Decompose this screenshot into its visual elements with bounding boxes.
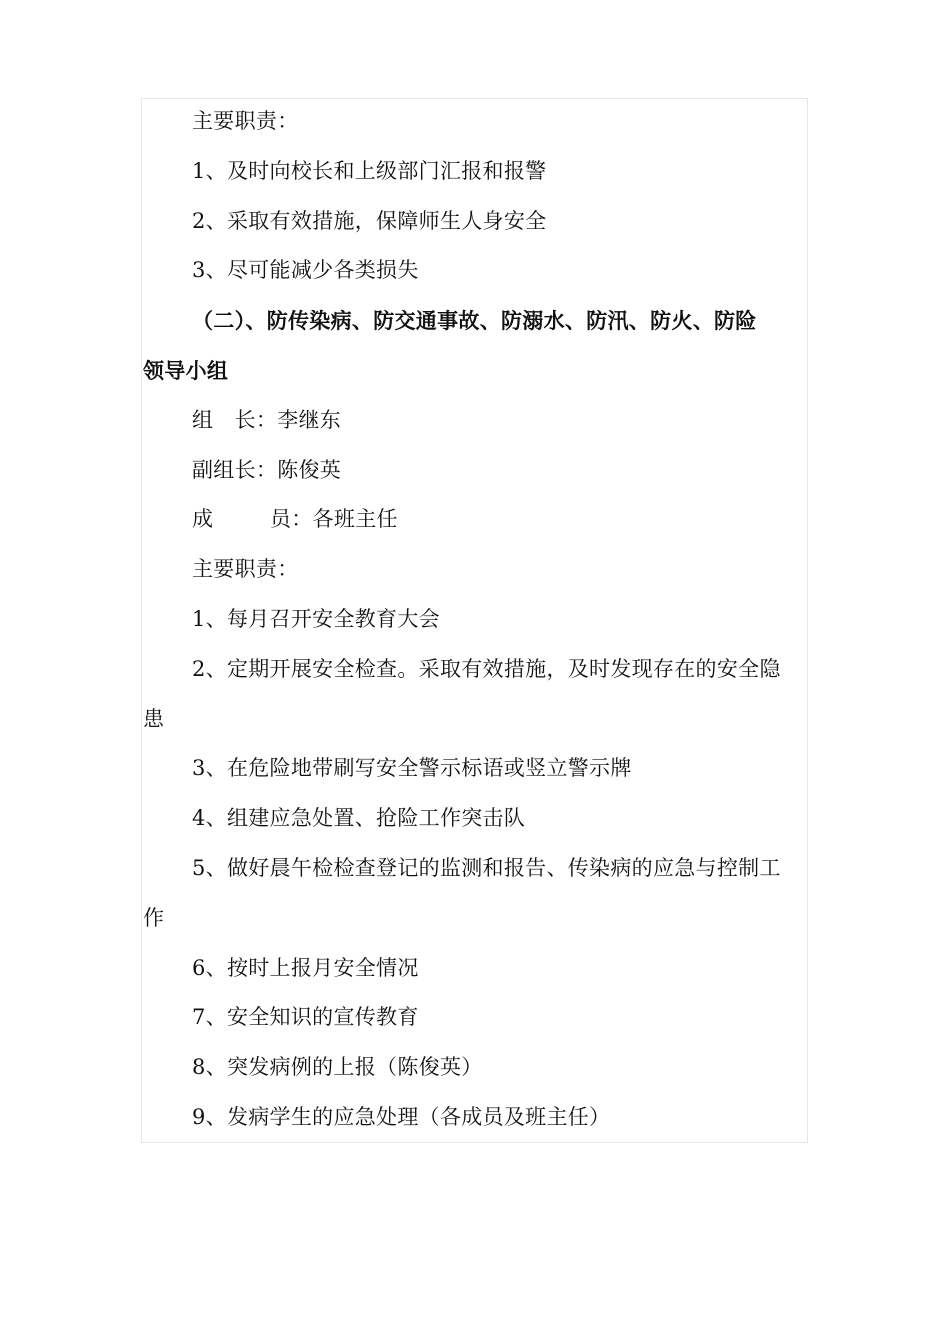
duty-item: 8、突发病例的上报（陈俊英） — [192, 1055, 483, 1080]
member-name: 各班主任 — [312, 507, 398, 532]
deputy-label: 副组长： — [192, 457, 278, 482]
leader-label: 组 长： — [192, 407, 278, 432]
duty-item: 6、按时上报月安全情况 — [192, 955, 419, 980]
duty-item-cont: 作 — [143, 905, 165, 930]
duty-item: 3、在危险地带刷写安全警示标语或竖立警示牌 — [192, 756, 632, 781]
section-heading-cont: 领导小组 — [143, 357, 229, 383]
duties-label-2: 主要职责： — [192, 557, 299, 582]
member-row — [143, 495, 809, 545]
deputy-row — [143, 446, 809, 496]
duty-item: 2、定期开展安全检查。采取有效措施，及时发现存在的安全隐 — [192, 656, 781, 681]
duties-label-1: 主要职责： — [192, 109, 299, 133]
duty-item: 5、做好晨午检检查登记的监测和报告、传染病的应急与控制工 — [192, 855, 781, 880]
member-label-a: 成 — [192, 507, 214, 532]
duty-item: 2、采取有效措施，保障师生人身安全 — [192, 208, 547, 233]
section-heading: （二）、防传染病、防交通事故、防溺水、防汛、防火、防险 — [192, 308, 757, 334]
duty-item-cont: 患 — [143, 706, 165, 731]
leader-name: 李继东 — [277, 407, 342, 432]
duty-item: 1、及时向校长和上级部门汇报和报警 — [192, 158, 547, 183]
leader-row — [143, 396, 809, 446]
duty-item: 4、组建应急处置、抢险工作突击队 — [192, 806, 526, 831]
duty-item: 3、尽可能减少各类损失 — [192, 258, 419, 283]
duty-item: 7、安全知识的宣传教育 — [192, 1005, 419, 1030]
duty-item: 9、发病学生的应急处理（各成员及班主任） — [192, 1104, 611, 1129]
document-body — [143, 97, 809, 1143]
duty-item: 1、每月召开安全教育大会 — [192, 606, 440, 631]
deputy-name: 陈俊英 — [277, 457, 342, 482]
member-label-b: 员： — [270, 507, 313, 532]
